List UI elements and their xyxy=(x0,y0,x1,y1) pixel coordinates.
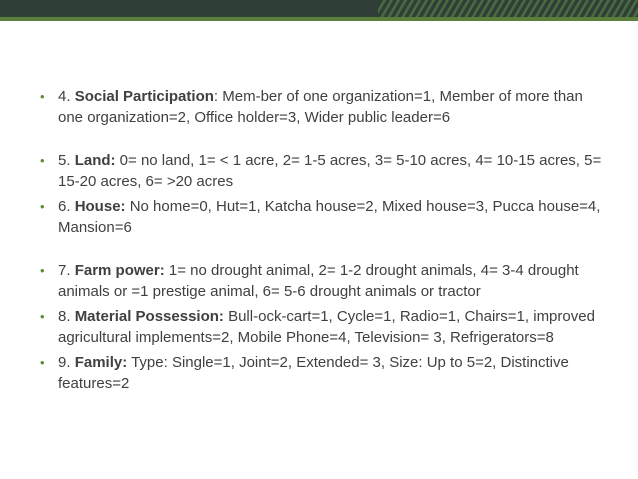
item-text: 0= no land, 1= < 1 acre, 2= 1-5 acres, 3= 5-10 acres, 4= 10-15 acres, 5= 15-20 acres, 6= >20 acres xyxy=(58,152,602,190)
list-item-farm-power xyxy=(40,260,610,302)
slide-content xyxy=(40,86,610,394)
item-label: Land: xyxy=(74,152,116,169)
item-text: Bull-ock-cart=1, Cycle=1, Radio=1, Chairs=1, improved agricultural implements=2, Mobile Phone=4, Television= 3, Refrigerators=8 xyxy=(58,308,595,346)
bullet-icon: • xyxy=(40,309,45,324)
item-text: Type: Single=1, Joint=2, Extended= 3, Size: Up to 5=2, Distinctive features=2 xyxy=(58,354,569,392)
item-label: Material Possession: xyxy=(74,308,224,325)
bullet-icon: • xyxy=(40,153,45,168)
item-label: Family: xyxy=(74,354,128,371)
list-item-house xyxy=(40,196,610,238)
bullet-icon: • xyxy=(40,263,45,278)
bullet-icon: • xyxy=(40,199,45,214)
item-text: : Mem-ber of one organization=1, Member of more than one organization=2, Office holder=3, Wider public leader=6 xyxy=(58,88,583,126)
item-number: 9. xyxy=(58,354,71,371)
item-label: House: xyxy=(74,198,126,215)
item-label: Social Participation xyxy=(74,88,214,105)
list-item-social-participation xyxy=(40,86,610,128)
item-number: 6. xyxy=(58,198,71,215)
item-number: 7. xyxy=(58,262,71,279)
list-item-land xyxy=(40,150,610,192)
item-number: 5. xyxy=(58,152,71,169)
bullet-icon: • xyxy=(40,355,45,370)
bullet-icon: • xyxy=(40,89,45,104)
item-number: 8. xyxy=(58,308,71,325)
header-stripes xyxy=(378,0,638,17)
item-text: 1= no drought animal, 2= 1-2 drought animals, 4= 3-4 drought animals or =1 prestige animal, 6= 5-6 drought animals or tractor xyxy=(58,262,579,300)
item-text: No home=0, Hut=1, Katcha house=2, Mixed house=3, Pucca house=4, Mansion=6 xyxy=(58,198,601,236)
list-item-family xyxy=(40,352,610,394)
list-item-material-possession xyxy=(40,306,610,348)
header-accent-line xyxy=(0,17,638,21)
item-number: 4. xyxy=(58,88,71,105)
item-label: Farm power: xyxy=(74,262,165,279)
